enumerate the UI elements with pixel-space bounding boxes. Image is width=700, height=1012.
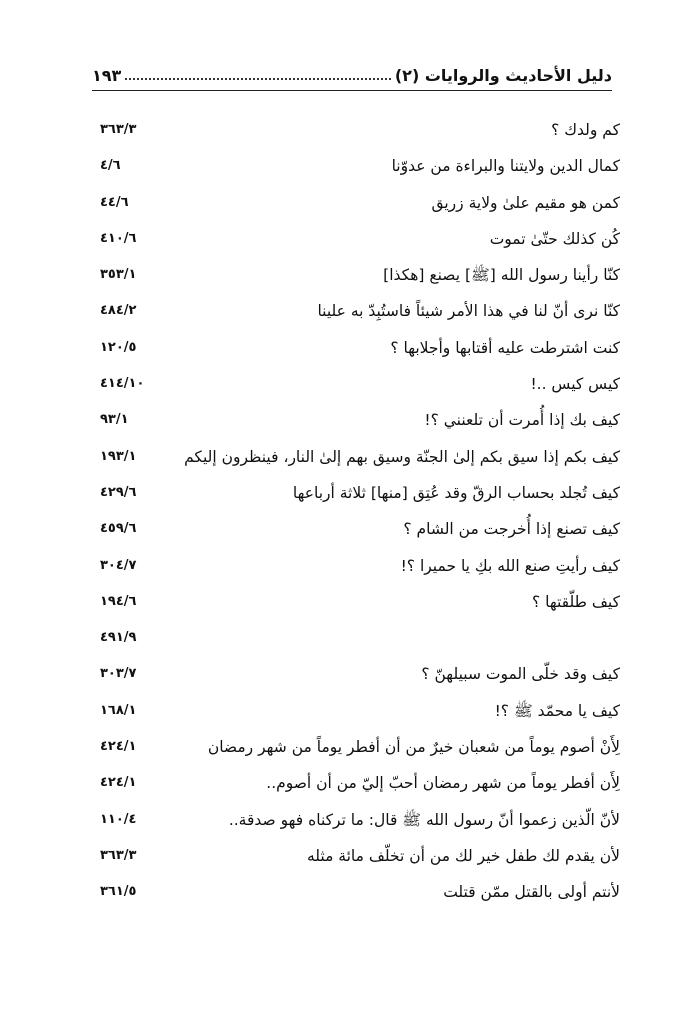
entry-text: لأنّ الّذين زعموا أنّ رسول الله ﷺ قال: ما تركناه فهو صدقة..	[228, 810, 620, 829]
entry-text: كيف طلّقتها ؟	[531, 592, 620, 611]
entry-reference: ١٢٠/٥	[100, 339, 137, 355]
page-header	[92, 60, 612, 91]
index-entry	[100, 112, 620, 148]
entry-reference: ٤٩١/٩	[100, 630, 137, 646]
index-entry	[100, 584, 620, 620]
entry-text: كيف تُجلد بحساب الرقّ وقد عُتِق [منها] ثلاثة أرباعها	[292, 483, 620, 502]
hadith-index-list	[100, 112, 620, 911]
index-entry	[100, 620, 620, 656]
entry-text: كيف رأيتِ صنع الله بكِ يا حميرا ؟!	[400, 556, 620, 575]
entry-reference: ٣٦٣/٣	[100, 847, 137, 863]
entry-text: لِأَنْ أصوم يوماً من شعبان خيرٌ من أن أفطر يوماً من شهر رمضان	[207, 738, 620, 757]
entry-text: كُن كذلك حتّىٰ تموت	[489, 229, 620, 248]
index-entry	[100, 366, 620, 402]
entry-reference: ٤١٠/٦	[100, 230, 137, 246]
entry-text: كيف بك إذا أُمرت أن تلعنني ؟!	[424, 411, 620, 430]
index-entry	[100, 656, 620, 692]
entry-reference: ٤٢٤/١	[100, 775, 137, 791]
entry-text: كمال الدين ولايتنا والبراءة من عدوّنا	[391, 157, 620, 176]
entry-text: كيف بكم إذا سيق بكم إلىٰ الجنّة وسيق بهم إلىٰ النار، فينظرون إليكم	[184, 447, 620, 466]
entry-reference: ٤٢٤/١	[100, 739, 137, 755]
index-entry	[100, 548, 620, 584]
entry-text: لِأَن أفطر يوماً من شهر رمضان أحبّ إليّ من أن أصوم..	[266, 774, 620, 793]
entry-reference: ٣٥٣/١	[100, 267, 137, 283]
index-entry	[100, 439, 620, 475]
entry-reference: ٤٨٤/٢	[100, 303, 137, 319]
index-entry	[100, 874, 620, 910]
entry-text: كيف تصنع إذا أُخرجت من الشام ؟	[403, 520, 620, 539]
entry-reference: ٤٢٩/٦	[100, 484, 137, 500]
entry-text: كنّا نرى أنّ لنا في هذا الأمر شيئاً فاستُبِدّ به علينا	[317, 302, 620, 321]
index-entry	[100, 475, 620, 511]
entry-reference: ١٩٣/١	[100, 448, 137, 464]
entry-text: كيس كيس ..!	[530, 375, 620, 394]
entry-reference: ٤/٦	[100, 158, 121, 174]
leader-dots	[125, 70, 391, 80]
entry-reference: ٤١٤/١٠	[100, 376, 145, 392]
index-entry	[100, 511, 620, 547]
entry-reference: ٩٣/١	[100, 412, 129, 428]
entry-text: لأنتم أولى بالقتل ممّن قتلت	[443, 883, 620, 902]
entry-reference: ١١٠/٤	[100, 811, 137, 827]
entry-reference: ٣٦٣/٣	[100, 122, 137, 137]
entry-reference: ١٩٤/٦	[100, 593, 137, 609]
entry-text: كمن هو مقيم علىٰ ولاية زريق	[431, 193, 620, 212]
entry-text: كنّا رأينا رسول الله [ﷺ] يصنع [هكذا]	[383, 266, 620, 285]
entry-text: كنت اشترطت عليه أقتابها وأجلابها ؟	[390, 338, 620, 357]
entry-text: كيف وقد خلّى الموت سبيلهنّ ؟	[421, 665, 620, 684]
index-entry	[100, 221, 620, 257]
index-entry	[100, 765, 620, 801]
index-entry	[100, 330, 620, 366]
index-entry	[100, 402, 620, 438]
entry-reference: ٣٠٤/٧	[100, 557, 137, 573]
entry-text: كم ولدك ؟	[551, 121, 620, 139]
page-number: ١٩٣	[92, 65, 122, 85]
running-title: دليل الأحاديث والروايات (٢)	[394, 65, 612, 85]
entry-reference: ١٦٨/١	[100, 702, 137, 718]
entry-text: لأن يقدم لك طفل خير لك من أن تخلّف مائة مثله	[306, 846, 620, 865]
index-entry	[100, 257, 620, 293]
entry-reference: ٣٠٣/٧	[100, 666, 137, 682]
index-entry	[100, 729, 620, 765]
index-entry	[100, 693, 620, 729]
index-entry	[100, 148, 620, 184]
index-entry	[100, 802, 620, 838]
entry-reference: ٣٦١/٥	[100, 884, 137, 900]
index-entry	[100, 838, 620, 874]
entry-text: كيف يا محمّد ﷺ ؟!	[494, 701, 620, 720]
index-entry	[100, 185, 620, 221]
index-entry	[100, 293, 620, 329]
entry-reference: ٤٥٩/٦	[100, 521, 137, 537]
entry-reference: ٤٤/٦	[100, 194, 129, 210]
